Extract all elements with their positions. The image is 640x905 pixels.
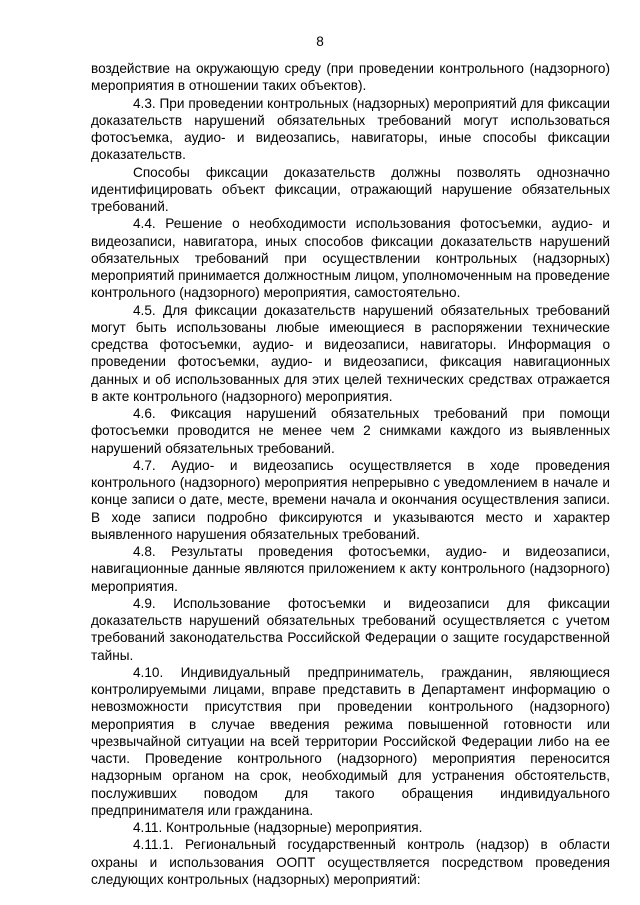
- paragraph-4-6: 4.6. Фиксация нарушений обязательных требований при помощи фотосъемки проводится не менее чем 2 снимками каждого из выявленных нарушений обязательных требований.: [91, 406, 610, 456]
- paragraph-4-11: 4.11. Контрольные (надзорные) мероприятия.: [133, 820, 423, 835]
- paragraph-4-5: 4.5. Для фиксации доказательств нарушений обязательных требований могут быть использованы любые имеющиеся в распоряжении технические средства фотосъемки, аудио- и видеозаписи, навигаторы. Информация о проведении фотосъемки, аудио- и видеозаписи, фиксация навигационных данных и об использованных для этих целей технических средствах отражается в акте контрольного (надзорного) мероприятия.: [91, 302, 610, 404]
- paragraph-4-3: 4.3. При проведении контрольных (надзорных) мероприятий для фиксации доказательств нарушений обязательных требований могут использоваться фотосъемка, аудио- и видеозапись, навигаторы, иные способы фиксации доказательств.: [91, 95, 610, 163]
- paragraph-4-10: 4.10. Индивидуальный предприниматель, гражданин, являющиеся контролируемыми лицами, вправе представить в Департамент информацию о невозможности присутствия при проведении контрольного (надзорного) мероприятия в случае введения режима повышенной готовности или чрезвычайной ситуации на всей территории Российской Федерации либо на ее части. Проведение контрольного (надзорного) мероприятия переносится надзорным органом на срок, необходимый для устранения обстоятельств, послуживших поводом для такого обращения индивидуального предпринимателя или гражданина.: [91, 664, 610, 818]
- paragraph-4-11-1: 4.11.1. Региональный государственный контроль (надзор) в области охраны и использования ООПТ осуществляется посредством проведения следующих контрольных (надзорных) мероприятий:: [91, 837, 610, 887]
- page-number: 8: [316, 34, 324, 49]
- paragraph-4-8: 4.8. Результаты проведения фотосъемки, аудио- и видеозаписи, навигационные данные являются приложением к акту контрольного (надзорного) мероприятия.: [91, 544, 610, 594]
- paragraph-4-9: 4.9. Использование фотосъемки и видеозаписи для фиксации доказательств нарушений обязательных требований осуществляется с учетом требований законодательства Российской Федерации о защите государственной тайны.: [91, 595, 610, 663]
- paragraph-continuation: воздействие на окружающую среду (при проведении контрольного (надзорного) мероприятия в отношении таких объектов).: [91, 61, 610, 94]
- paragraph-4-4: 4.4. Решение о необходимости использования фотосъемки, аудио- и видеозаписи, навигатора, иных способов фиксации доказательств нарушений обязательных требований при осуществлении контрольных (надзорных) мероприятий принимается должностным лицом, уполномоченным на проведение контрольного (надзорного) мероприятия, самостоятельно.: [91, 216, 610, 301]
- paragraph-fixation-methods: Способы фиксации доказательств должны позволять однозначно идентифицировать объект фиксации, отражающий нарушение обязательных требований.: [91, 164, 610, 214]
- paragraph-4-7: 4.7. Аудио- и видеозапись осуществляется в ходе проведения контрольного (надзорного) мероприятия непрерывно с уведомлением в начале и конце записи о дате, месте, времени начала и окончания осуществления записи. В ходе записи подробно фиксируются и указываются место и характер выявленного нарушения обязательных требований.: [91, 457, 610, 542]
- document-body: [91, 60, 610, 888]
